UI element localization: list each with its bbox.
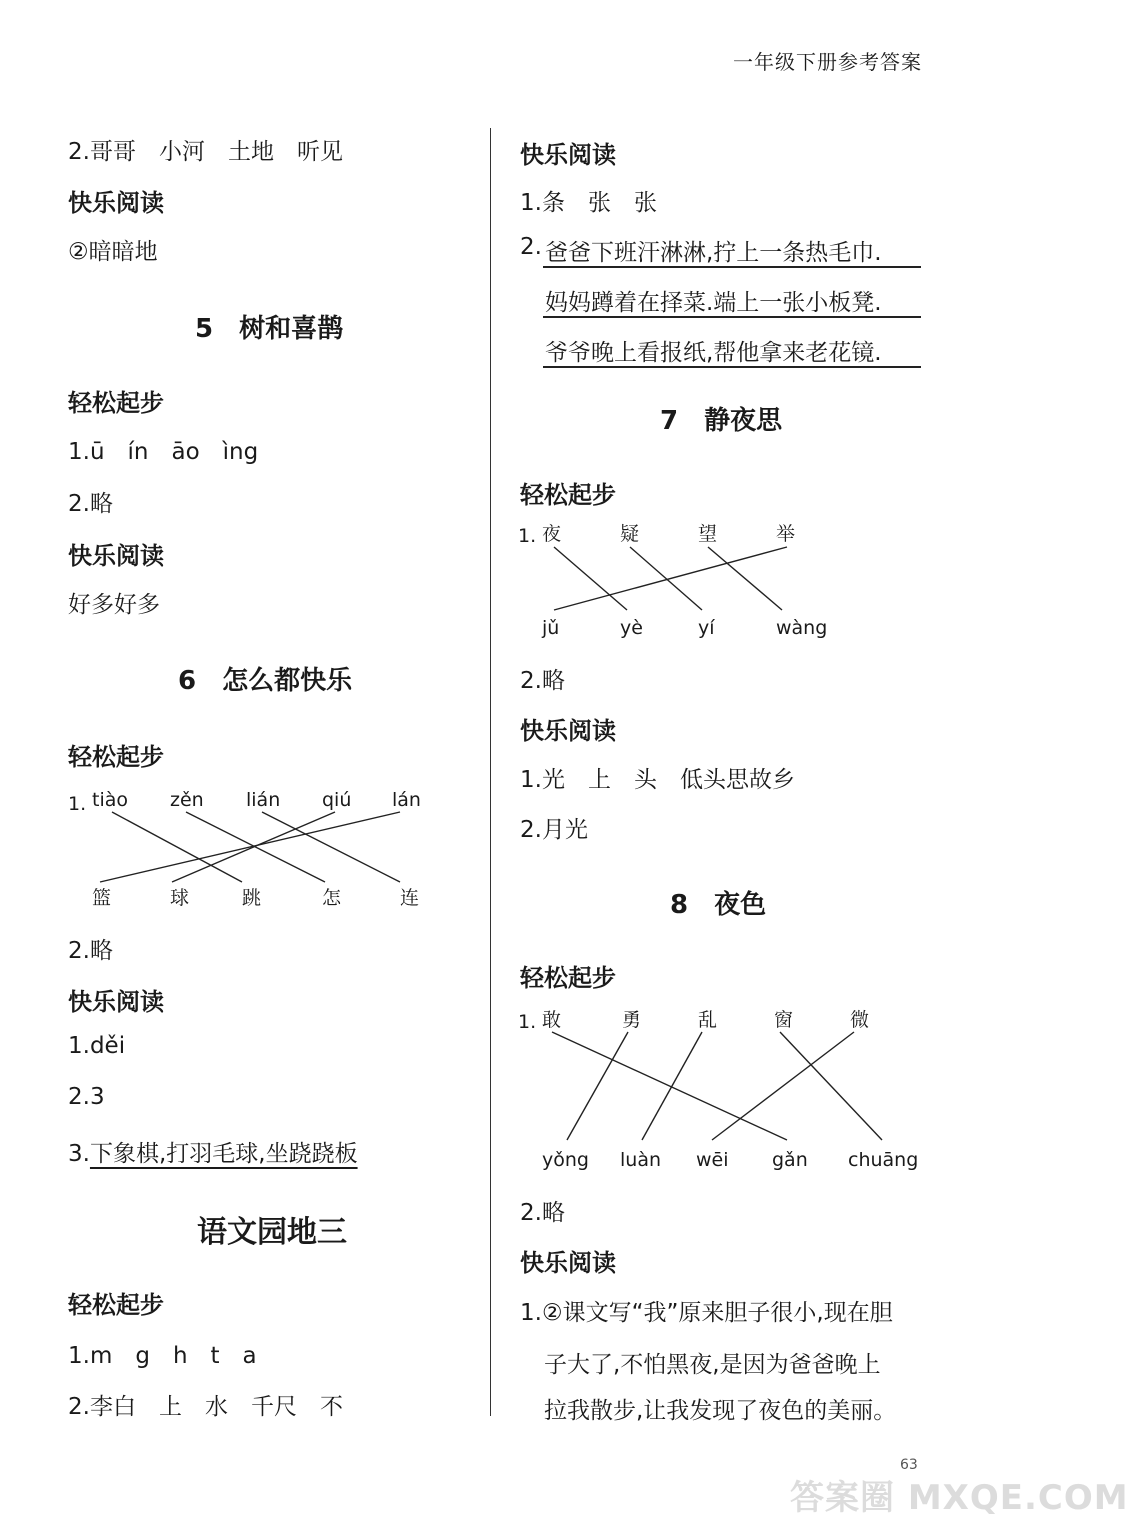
section-heading: 轻松起步: [68, 389, 164, 417]
answer-line: 1.②课文写“我”原来胆子很小,现在胆: [520, 1300, 893, 1326]
section-heading: 快乐阅读: [68, 988, 164, 1016]
character-option: 望: [698, 523, 718, 545]
section-heading: 快乐阅读: [520, 1249, 616, 1277]
answer-line: 子大了,不怕黑夜,是因为爸爸晚上: [544, 1352, 881, 1378]
character-option: 怎: [322, 887, 342, 909]
answer-line: 2.3: [68, 1084, 105, 1110]
pinyin-option: gǎn: [772, 1149, 808, 1171]
underlined-answer: 爷爷晚上看报纸,帮他拿来老花镜.: [545, 340, 882, 366]
answer-line: 1.m g h t a: [68, 1343, 257, 1369]
pinyin-option: zěn: [170, 789, 204, 811]
pinyin-option: yí: [698, 617, 715, 639]
answer-line: 1.光 上 头 低头思故乡: [520, 767, 795, 793]
page-header: 一年级下册参考答案: [733, 50, 922, 74]
character-option: 夜: [542, 523, 562, 545]
match-line: [186, 812, 325, 882]
lesson-title: 7 静夜思: [660, 406, 783, 436]
pinyin-option: luàn: [620, 1149, 662, 1171]
answer-line: 好多好多: [68, 592, 160, 618]
answer-line: 1.děi: [68, 1033, 126, 1059]
match-line: [712, 1032, 854, 1140]
section-heading: 轻松起步: [520, 964, 616, 992]
character-option: 举: [776, 523, 796, 545]
column-divider: [490, 128, 491, 1416]
match-line: [708, 547, 782, 610]
section-heading: 快乐阅读: [520, 717, 616, 745]
answer-line: 1.条 张 张: [520, 190, 657, 216]
section-heading: 快乐阅读: [520, 141, 616, 169]
pinyin-option: wàng: [776, 617, 828, 639]
page-number: 63: [900, 1457, 918, 1473]
answer-line: ②暗暗地: [68, 239, 158, 265]
answer-line: 2.李白 上 水 千尺 不: [68, 1394, 343, 1420]
item-number: 1.: [518, 1011, 537, 1033]
pinyin-option: lián: [246, 789, 281, 811]
item-number: 3.: [68, 1141, 90, 1167]
answer-underline: [543, 366, 921, 368]
underlined-answer: 爸爸下班汗淋淋,拧上一条热毛巾.: [545, 240, 882, 266]
answer-line: 2.: [520, 234, 542, 260]
answer-line: 2.略: [68, 938, 113, 964]
pinyin-option: yǒng: [542, 1149, 589, 1171]
pinyin-option: tiào: [92, 789, 128, 811]
underlined-answer: 下象棋,打羽毛球,坐跷跷板: [89, 1141, 358, 1167]
answer-line: 2.略: [68, 491, 113, 517]
pinyin-option: qiú: [322, 789, 352, 811]
section-heading: 快乐阅读: [68, 189, 164, 217]
character-option: 疑: [620, 523, 640, 545]
matching-exercise-1: [60, 780, 460, 920]
match-line: [552, 1032, 787, 1140]
match-line: [642, 1032, 702, 1140]
match-line: [112, 812, 242, 882]
match-line: [262, 812, 400, 882]
character-option: 乱: [698, 1009, 718, 1031]
pinyin-option: wēi: [696, 1149, 729, 1171]
answer-line: 2.略: [520, 668, 565, 694]
character-option: 勇: [622, 1009, 642, 1031]
section-heading: 快乐阅读: [68, 542, 164, 570]
match-line: [554, 547, 787, 610]
match-line: [567, 1032, 628, 1140]
answer-underline: [543, 316, 921, 318]
watermark-text: 答案圈 MXQE.COM: [790, 1478, 1129, 1518]
character-option: 球: [170, 887, 190, 909]
answer-line: 2.月光: [520, 817, 588, 843]
answer-line: 1.ū ín āo ìng: [68, 439, 259, 465]
character-option: 连: [400, 887, 420, 909]
lesson-title: 5 树和喜鹊: [195, 314, 344, 344]
pinyin-option: chuāng: [848, 1149, 919, 1171]
item-number: 1.: [518, 525, 537, 547]
character-option: 窗: [774, 1009, 794, 1031]
pinyin-option: jǔ: [542, 617, 560, 639]
section-heading: 轻松起步: [520, 481, 616, 509]
unit-title: 语文园地三: [197, 1215, 347, 1250]
character-option: 篮: [92, 887, 112, 909]
match-line: [780, 1032, 882, 1140]
matching-exercise-2: [512, 512, 852, 647]
character-option: 敢: [542, 1009, 562, 1031]
answer-line: 2.略: [520, 1200, 565, 1226]
answer-line: [68, 1135, 358, 1168]
match-line: [172, 812, 335, 882]
item-number: 1.: [68, 793, 87, 815]
section-heading: 轻松起步: [68, 1291, 164, 1319]
match-line: [100, 812, 400, 882]
answer-underline: [543, 266, 921, 268]
section-heading: 轻松起步: [68, 743, 164, 771]
match-line: [630, 547, 702, 610]
lesson-title: 6 怎么都快乐: [178, 666, 353, 696]
character-option: 微: [850, 1009, 870, 1031]
lesson-title: 8 夜色: [670, 890, 767, 920]
answer-line: 拉我散步,让我发现了夜色的美丽。: [544, 1398, 897, 1424]
pinyin-option: lán: [392, 789, 421, 811]
underlined-answer: 妈妈蹲着在择菜.端上一张小板凳.: [545, 290, 882, 316]
answer-line: 2.哥哥 小河 土地 听见: [68, 139, 343, 165]
character-option: 跳: [242, 887, 262, 909]
matching-exercise-3: [512, 1000, 932, 1180]
pinyin-option: yè: [620, 617, 643, 639]
